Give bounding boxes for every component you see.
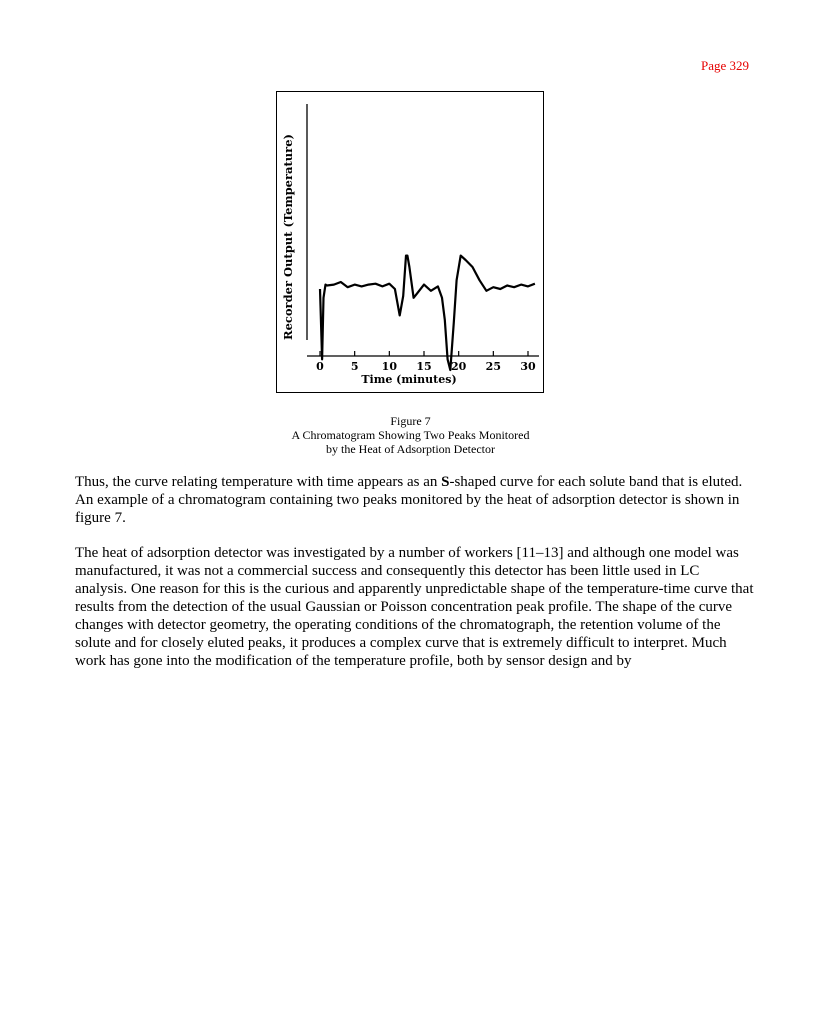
y-axis-label: Recorder Output (Temperature) xyxy=(281,134,295,340)
x-tick-label: 0 xyxy=(316,360,324,373)
x-tick-label: 30 xyxy=(520,360,536,373)
signal-line xyxy=(320,256,535,370)
paragraph-1 xyxy=(75,473,755,527)
caption-line: A Chromatogram Showing Two Peaks Monitored xyxy=(291,428,530,442)
page-number: Page 329 xyxy=(700,58,749,73)
caption-line: Figure 7 xyxy=(390,414,431,428)
figure-chromatogram xyxy=(276,91,544,393)
paragraph-1-text-a: Thus, the curve relating temperature with time appears as an xyxy=(75,474,442,490)
x-tick-label: 10 xyxy=(381,360,397,373)
x-tick-label: 5 xyxy=(350,360,359,373)
figure-caption xyxy=(200,414,621,456)
paragraph-2 xyxy=(75,544,755,670)
paragraph-1-bold-s: S xyxy=(441,474,450,490)
paragraph-1-text-b: -shaped curve for each solute band that is eluted. An example of a chromatogram containing two peaks monitored by the heat of adsorption detector is shown in figure 7. xyxy=(75,474,743,526)
chromatogram-chart xyxy=(277,92,542,391)
x-axis-label: Time (minutes) xyxy=(361,373,457,386)
x-tick-label: 25 xyxy=(485,360,501,373)
paragraph-2-text: The heat of adsorption detector was investigated by a number of workers [11–13] and although one model was manufactured, it was not a commercial success and consequently this detector has been little used in LC analysis. One reason for this is the curious and apparently unpredictable shape of the temperature-time curve that results from the detection of the usual Gaussian or Poisson concentration peak profile. The shape of the curve changes with detector geometry, the operating conditions of the chromatograph, the retention volume of the solute and for closely eluted peaks, it produces a complex curve that is extremely difficult to interpret. Much work has gone into the modification of the temperature profile, both by sensor design and by xyxy=(75,545,754,669)
x-tick-label: 15 xyxy=(416,360,432,373)
x-tick-label: 20 xyxy=(451,360,467,373)
caption-line: by the Heat of Adsorption Detector xyxy=(326,442,495,456)
